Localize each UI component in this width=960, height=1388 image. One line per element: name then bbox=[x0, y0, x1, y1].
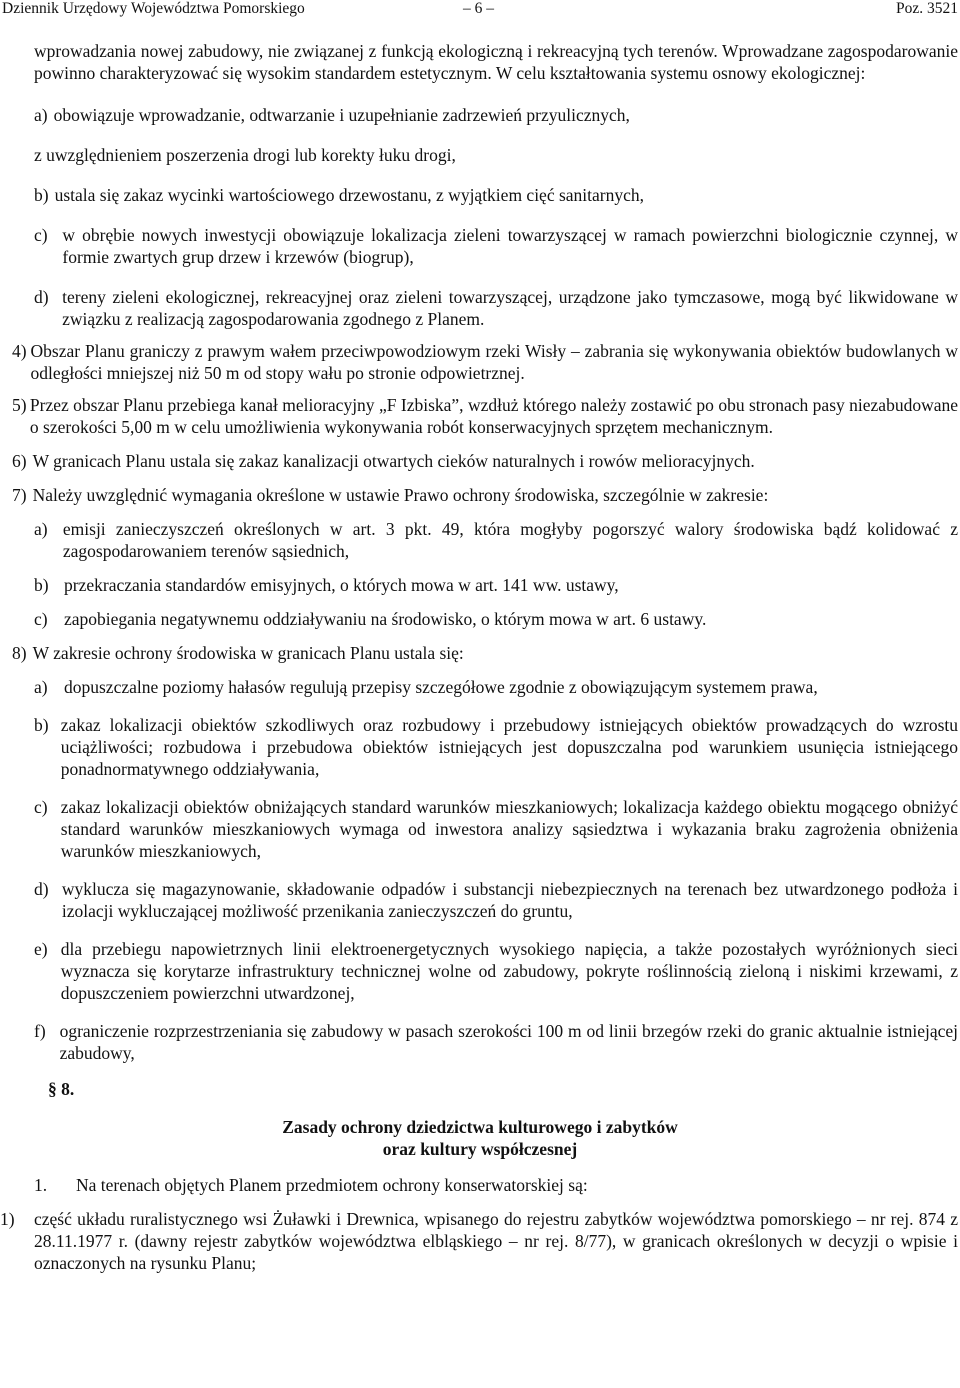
item-label: a) bbox=[34, 519, 48, 539]
point-8-item-f bbox=[34, 1020, 958, 1064]
point-label: 5) bbox=[12, 395, 27, 415]
clause-text: Na terenach objętych Planem przedmiotem ochrony konserwatorskiej są: bbox=[76, 1175, 588, 1195]
item-text: emisji zanieczyszczeń określonych w art. 3 pkt. 49, która mogłyby pogorszyć walory środowiska bądź kolidować z zagospodarowaniem terenów sąsiednich, bbox=[62, 519, 958, 561]
point-7 bbox=[12, 484, 958, 506]
document-body bbox=[0, 40, 958, 1274]
item-text: w obrębie nowych inwestycji obowiązuje lokalizacja zieleni towarzyszącej w ramach powierzchni biologicznie czynnej, w formie zwartych grup drzew i krzewów (biogrup), bbox=[62, 225, 958, 267]
item-text: dopuszczalne poziomy hałasów regulują przepisy szczegółowe zgodnie z obowiązującym systemem prawa, bbox=[64, 677, 818, 697]
position-number: Poz. 3521 bbox=[896, 0, 958, 17]
point-7-item-b bbox=[34, 574, 958, 596]
item-text: obowiązuje wprowadzanie, odtwarzanie i uzupełnianie zadrzewień przyulicznych, bbox=[53, 105, 630, 125]
point-label: 8) bbox=[12, 643, 27, 663]
item-label: 1) bbox=[0, 1209, 15, 1229]
point-label: 7) bbox=[12, 485, 27, 505]
item-label: b) bbox=[34, 185, 49, 205]
item-label: c) bbox=[34, 797, 48, 817]
item-label: d) bbox=[34, 287, 49, 307]
item-label: d) bbox=[34, 879, 49, 899]
item-text: przekraczania standardów emisyjnych, o których mowa w art. 141 ww. ustawy, bbox=[64, 575, 619, 595]
item-text: zapobiegania negatywnemu oddziaływaniu na środowisko, o którym mowa w art. 6 ustawy. bbox=[64, 609, 707, 629]
section-title bbox=[0, 1116, 960, 1160]
point-text: Należy uwzględnić wymagania określone w ustawie Prawo ochrony środowiska, szczególnie w zakresie: bbox=[32, 485, 769, 505]
clause-label: 1. bbox=[34, 1175, 48, 1195]
point-5 bbox=[12, 394, 958, 438]
item-text: dla przebiegu napowietrznych linii elektroenergetycznych wysokiego napięcia, a także pozostałych wyróżnionych sieci wyznacza się korytarze infrastruktury technicznej wolne od zabudowy, pokryte roślinnością zieloną i niskimi krzewami, z dopuszczeniem powierzchni utwardzonej, bbox=[60, 939, 958, 1003]
item-text: zakaz lokalizacji obiektów szkodliwych oraz rozbudowy i przebudowy istniejących obiektów prowadzących do wzrostu uciążliwości; rozbudowa i przebudowa obiektów istniejących jest dopuszczalna pod warunkiem usunięcia istniejącego ponadnormatywnego oddziaływania, bbox=[60, 715, 958, 779]
page-number: – 6 – bbox=[463, 0, 494, 17]
point-8-item-a bbox=[34, 676, 958, 698]
point-text: Obszar Planu graniczy z prawym wałem przeciwpowodziowym rzeki Wisły – zabrania się wykonywania obiektów budowlanych w odległości mniejszej niż 50 m od stopy wału po stronie odpowietrznej. bbox=[30, 341, 958, 383]
eco-item-a bbox=[34, 104, 958, 126]
journal-title: Dziennik Urzędowy Województwa Pomorskiego bbox=[2, 0, 305, 17]
point-text: Przez obszar Planu przebiega kanał melioracyjny „F Izbiska”, wzdłuż którego należy zostawić po obu stronach pasy niezabudowane o szerokości 5,00 m w celu umożliwienia wykonywania robót konserwacyjnych sprzętem mechanicznym. bbox=[29, 395, 958, 437]
eco-item-d bbox=[34, 286, 958, 330]
point-text: W zakresie ochrony środowiska w granicach Planu ustala się: bbox=[32, 643, 464, 663]
point-7-item-c bbox=[34, 608, 958, 630]
item-label: a) bbox=[34, 677, 48, 697]
point-label: 4) bbox=[12, 341, 27, 361]
item-label: f) bbox=[34, 1021, 46, 1041]
eco-item-c bbox=[34, 224, 958, 268]
item-label: b) bbox=[34, 715, 49, 735]
intro-paragraph: wprowadzania nowej zabudowy, nie związanej z funkcją ekologiczną i rekreacyjną tych terenów. Wprowadzane zagospodarowanie powinno charakteryzować się wysokim standardem estetycznym. W celu kształtowania systemu osnowy ekologicznej: bbox=[34, 41, 958, 83]
point-8-item-b bbox=[34, 714, 958, 780]
point-8-item-c bbox=[34, 796, 958, 862]
eco-item-a-continuation: z uwzględnieniem poszerzenia drogi lub korekty łuku drogi, bbox=[34, 145, 456, 165]
item-label: c) bbox=[34, 609, 48, 629]
point-7-item-a bbox=[34, 518, 958, 562]
clause-1 bbox=[34, 1174, 958, 1196]
clause-1-item-1 bbox=[0, 1208, 958, 1274]
point-text: W granicach Planu ustala się zakaz kanalizacji otwartych cieków naturalnych i rowów melioracyjnych. bbox=[32, 451, 755, 471]
item-label: b) bbox=[34, 575, 49, 595]
point-4 bbox=[12, 340, 958, 384]
eco-item-b bbox=[34, 184, 958, 206]
point-8-item-e bbox=[34, 938, 958, 1004]
item-text: ograniczenie rozprzestrzeniania się zabudowy w pasach szerokości 100 m od linii brzegów rzeki do granic aktualnie istniejącej zabudowy, bbox=[59, 1021, 958, 1063]
item-text: wyklucza się magazynowanie, składowanie odpadów i substancji niebezpiecznych na terenach bez utwardzonego podłoża i izolacji wykluczającej możliwość przenikania zanieczyszczeń do gruntu, bbox=[61, 879, 958, 921]
item-label: a) bbox=[34, 105, 48, 125]
point-8-item-d bbox=[34, 878, 958, 922]
point-label: 6) bbox=[12, 451, 27, 471]
point-6 bbox=[12, 450, 958, 472]
item-label: c) bbox=[34, 225, 48, 245]
section-title-line-2: oraz kultury współczesnej bbox=[382, 1139, 578, 1159]
page-header bbox=[0, 0, 960, 20]
section-number: § 8. bbox=[48, 1079, 75, 1099]
item-text: tereny zieleni ekologicznej, rekreacyjnej oraz zieleni towarzyszącej, urządzone jako tymczasowe, mogą być likwidowane w związku z realizacją zagospodarowania zgodnego z Planem. bbox=[62, 287, 958, 329]
point-8 bbox=[12, 642, 958, 664]
item-label: e) bbox=[34, 939, 48, 959]
item-text: część układu ruralistycznego wsi Żuławki i Drewnica, wpisanego do rejestru zabytków województwa pomorskiego – nr rej. 874 z 28.11.1977 r. (dawny rejestr zabytków województwa elbląskiego – nr rej. 8/77), w granicach określonych w decyzji o wpisie i oznaczonych na rysunku Planu; bbox=[34, 1209, 958, 1273]
item-text: ustala się zakaz wycinki wartościowego drzewostanu, z wyjątkiem cięć sanitarnych, bbox=[54, 185, 645, 205]
section-title-line-1: Zasady ochrony dziedzictwa kulturowego i zabytków bbox=[282, 1117, 678, 1137]
item-text: zakaz lokalizacji obiektów obniżających standard warunków mieszkaniowych; lokalizacja każdego obiektu mogącego obniżyć standard warunków mieszkaniowych wymaga od inwestora analizy sąsiedztwa i wykazania braku zagrożenia obniżenia warunków mieszkaniowych, bbox=[60, 797, 958, 861]
